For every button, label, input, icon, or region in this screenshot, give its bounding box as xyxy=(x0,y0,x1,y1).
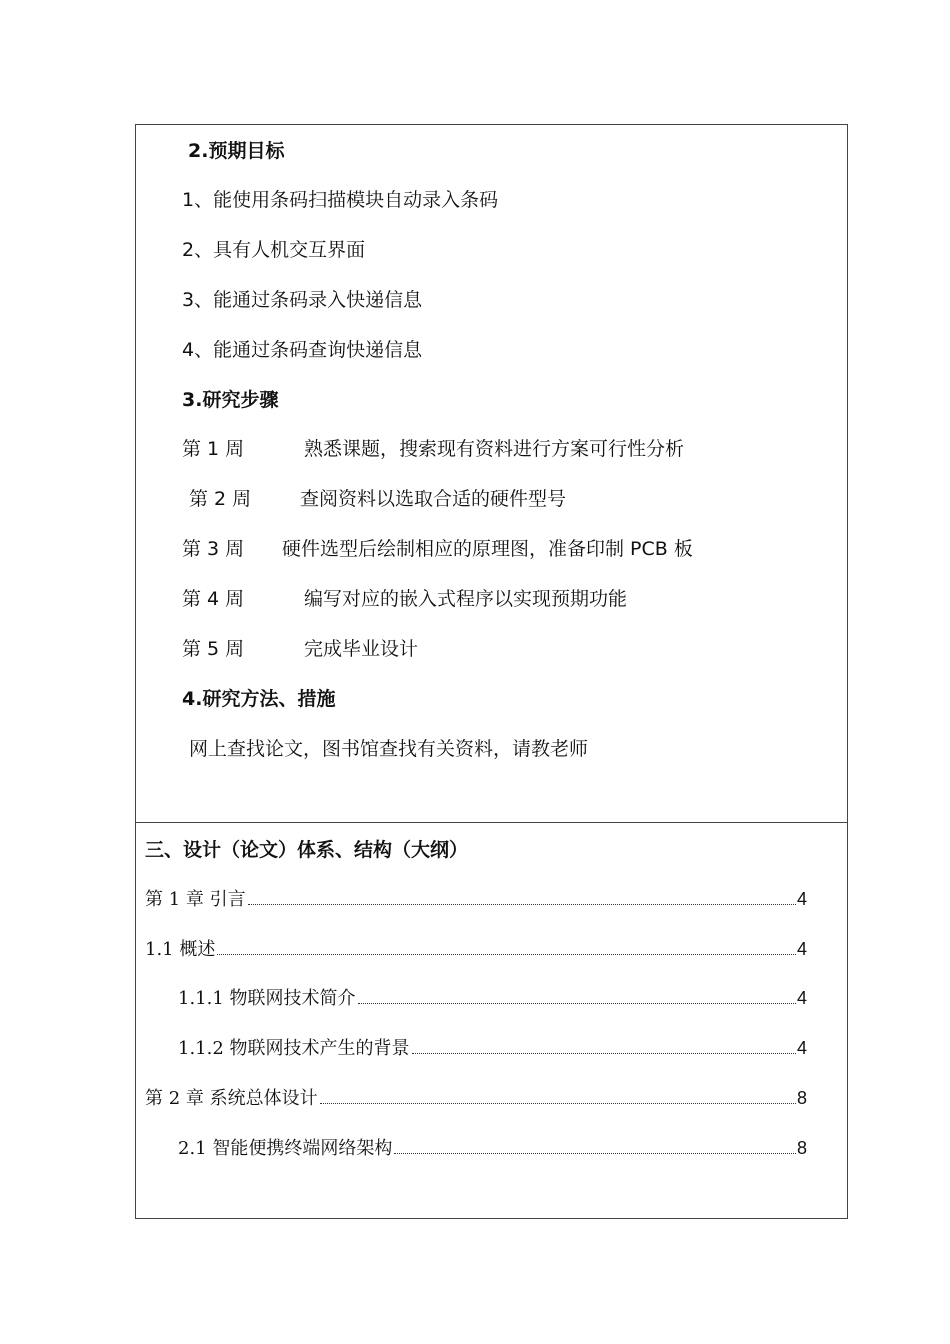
goal-item: 4、能通过条码查询快递信息 xyxy=(182,339,423,361)
plan-section-box xyxy=(135,124,848,823)
goal-item: 3、能通过条码录入快递信息 xyxy=(182,289,423,311)
toc-page-number: 4 xyxy=(796,889,807,909)
step-task: 硬件选型后绘制相应的原理图，准备印制 PCB 板 xyxy=(282,538,693,560)
step-week: 第 4 周 xyxy=(182,588,245,610)
toc-page-number: 4 xyxy=(796,939,807,959)
toc-entry-label: 1.1 概述 xyxy=(145,939,216,960)
outline-heading: 三、设计（论文）体系、结构（大纲） xyxy=(145,839,469,861)
research-methods-text: 网上查找论文，图书馆查找有关资料，请教老师 xyxy=(189,738,589,760)
step-task: 完成毕业设计 xyxy=(304,638,419,660)
expected-goals-heading: 2.预期目标 xyxy=(188,140,285,162)
toc-page-number: 8 xyxy=(796,1088,807,1108)
toc-leader-dots xyxy=(358,1003,796,1004)
toc-entry xyxy=(178,1036,807,1061)
toc-page-number: 8 xyxy=(796,1138,807,1158)
toc-entry-label: 1.1.2 物联网技术产生的背景 xyxy=(178,1038,410,1059)
toc-leader-dots xyxy=(217,954,796,955)
research-methods-heading: 4.研究方法、措施 xyxy=(182,688,336,710)
step-task: 查阅资料以选取合适的硬件型号 xyxy=(300,488,567,510)
toc-entry xyxy=(145,937,807,962)
step-week: 第 2 周 xyxy=(189,488,252,510)
toc-entry-label: 第 2 章 系统总体设计 xyxy=(145,1088,318,1109)
step-week: 第 3 周 xyxy=(182,538,245,560)
toc-leader-dots xyxy=(248,904,796,905)
toc-entry xyxy=(145,1086,807,1111)
toc-leader-dots xyxy=(320,1103,796,1104)
toc-entry xyxy=(145,887,807,912)
research-steps-heading: 3.研究步骤 xyxy=(182,389,279,411)
goal-item: 1、能使用条码扫描模块自动录入条码 xyxy=(182,189,499,211)
step-week: 第 1 周 xyxy=(182,438,245,460)
toc-leader-dots xyxy=(412,1053,796,1054)
toc-entry-label: 1.1.1 物联网技术简介 xyxy=(178,988,356,1009)
step-task: 熟悉课题，搜索现有资料进行方案可行性分析 xyxy=(304,438,685,460)
toc-entry-label: 2.1 智能便携终端网络架构 xyxy=(178,1138,393,1159)
toc-entry xyxy=(178,1136,807,1161)
step-week: 第 5 周 xyxy=(182,638,245,660)
toc-leader-dots xyxy=(394,1153,796,1154)
toc-page-number: 4 xyxy=(796,988,807,1008)
step-task: 编写对应的嵌入式程序以实现预期功能 xyxy=(304,588,628,610)
goal-item: 2、具有人机交互界面 xyxy=(182,239,366,261)
toc-page-number: 4 xyxy=(796,1038,807,1058)
toc-entry xyxy=(178,986,807,1011)
toc-entry-label: 第 1 章 引言 xyxy=(145,889,246,910)
